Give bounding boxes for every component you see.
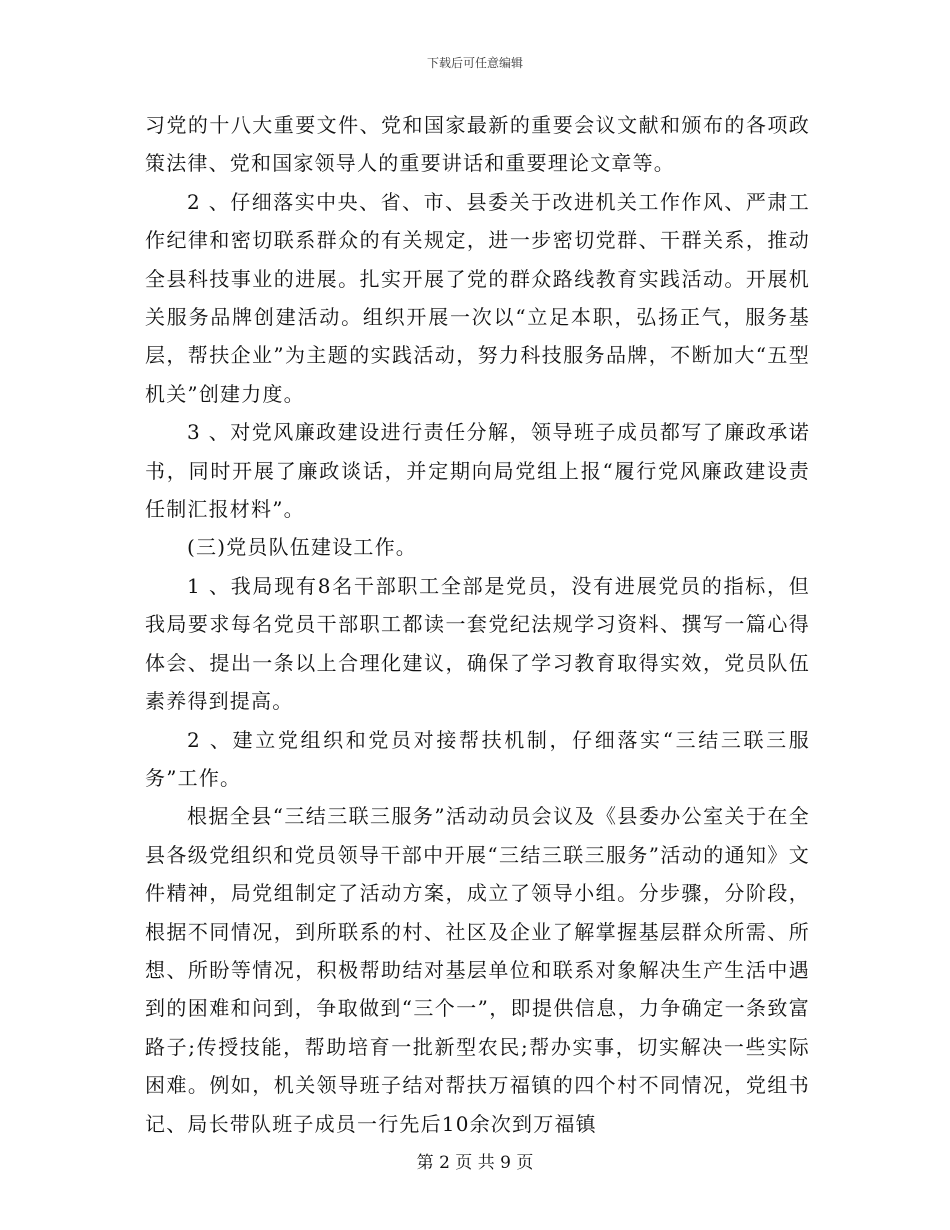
- document-body: [145, 106, 810, 1143]
- paragraph: 根据全县“三结三联三服务”活动动员会议及《县委办公室关于在全县各级党组织和党员领导干部中开展“三结三联三服务”活动的通知》文件精神，局党组制定了活动方案，成立了领导小组。分步骤，分阶段，根据不同情况，到所联系的村、社区及企业了解掌握基层群众所需、所想、所盼等情况，积极帮助结对基层单位和联系对象解决生产生活中遇到的困难和问到，争取做到“三个一”，即提供信息，力争确定一条致富路子;传授技能，帮助培育一批新型农民;帮办实事，切实解决一些实际困难。例如，机关领导班子结对帮扶万福镇的四个村不同情况，党组书记、局长带队班子成员一行先后10余次到万福镇: [145, 804, 810, 1136]
- paragraph: 2 、仔细落实中央、省、市、县委关于改进机关工作作风、严肃工作纪律和密切联系群众的有关规定，进一步密切党群、干群关系，推动全县科技事业的进展。扎实开展了党的群众路线教育实践活动。开展机关服务品牌创建活动。组织开展一次以“立足本职，弘扬正气，服务基层，帮扶企业”为主题的实践活动，努力科技服务品牌，不断加大“五型机关”创建力度。: [145, 189, 810, 406]
- page-number-footer: 第 2 页 共 9 页: [416, 1153, 534, 1173]
- paragraph: 习党的十八大重要文件、党和国家最新的重要会议文献和颁布的各项政策法律、党和国家领导人的重要讲话和重要理论文章等。: [145, 113, 810, 176]
- paragraph: 3 、对党风廉政建设进行责任分解，领导班子成员都写了廉政承诺书，同时开展了廉政谈话，并定期向局党组上报“履行党风廉政建设责任制汇报材料”。: [145, 420, 810, 522]
- paragraph: 2 、建立党组织和党员对接帮扶机制，仔细落实“三结三联三服务”工作。: [145, 727, 810, 790]
- section-heading: (三)党员队伍建设工作。: [187, 535, 418, 560]
- header-note: 下载后可任意编辑: [426, 56, 523, 70]
- paragraph: 1 、我局现有8名干部职工全部是党员，没有进展党员的指标，但我局要求每名党员干部职工都读一套党纪法规学习资料、撰写一篇心得体会、提出一条以上合理化建议，确保了学习教育取得实效，党员队伍素养得到提高。: [145, 573, 810, 714]
